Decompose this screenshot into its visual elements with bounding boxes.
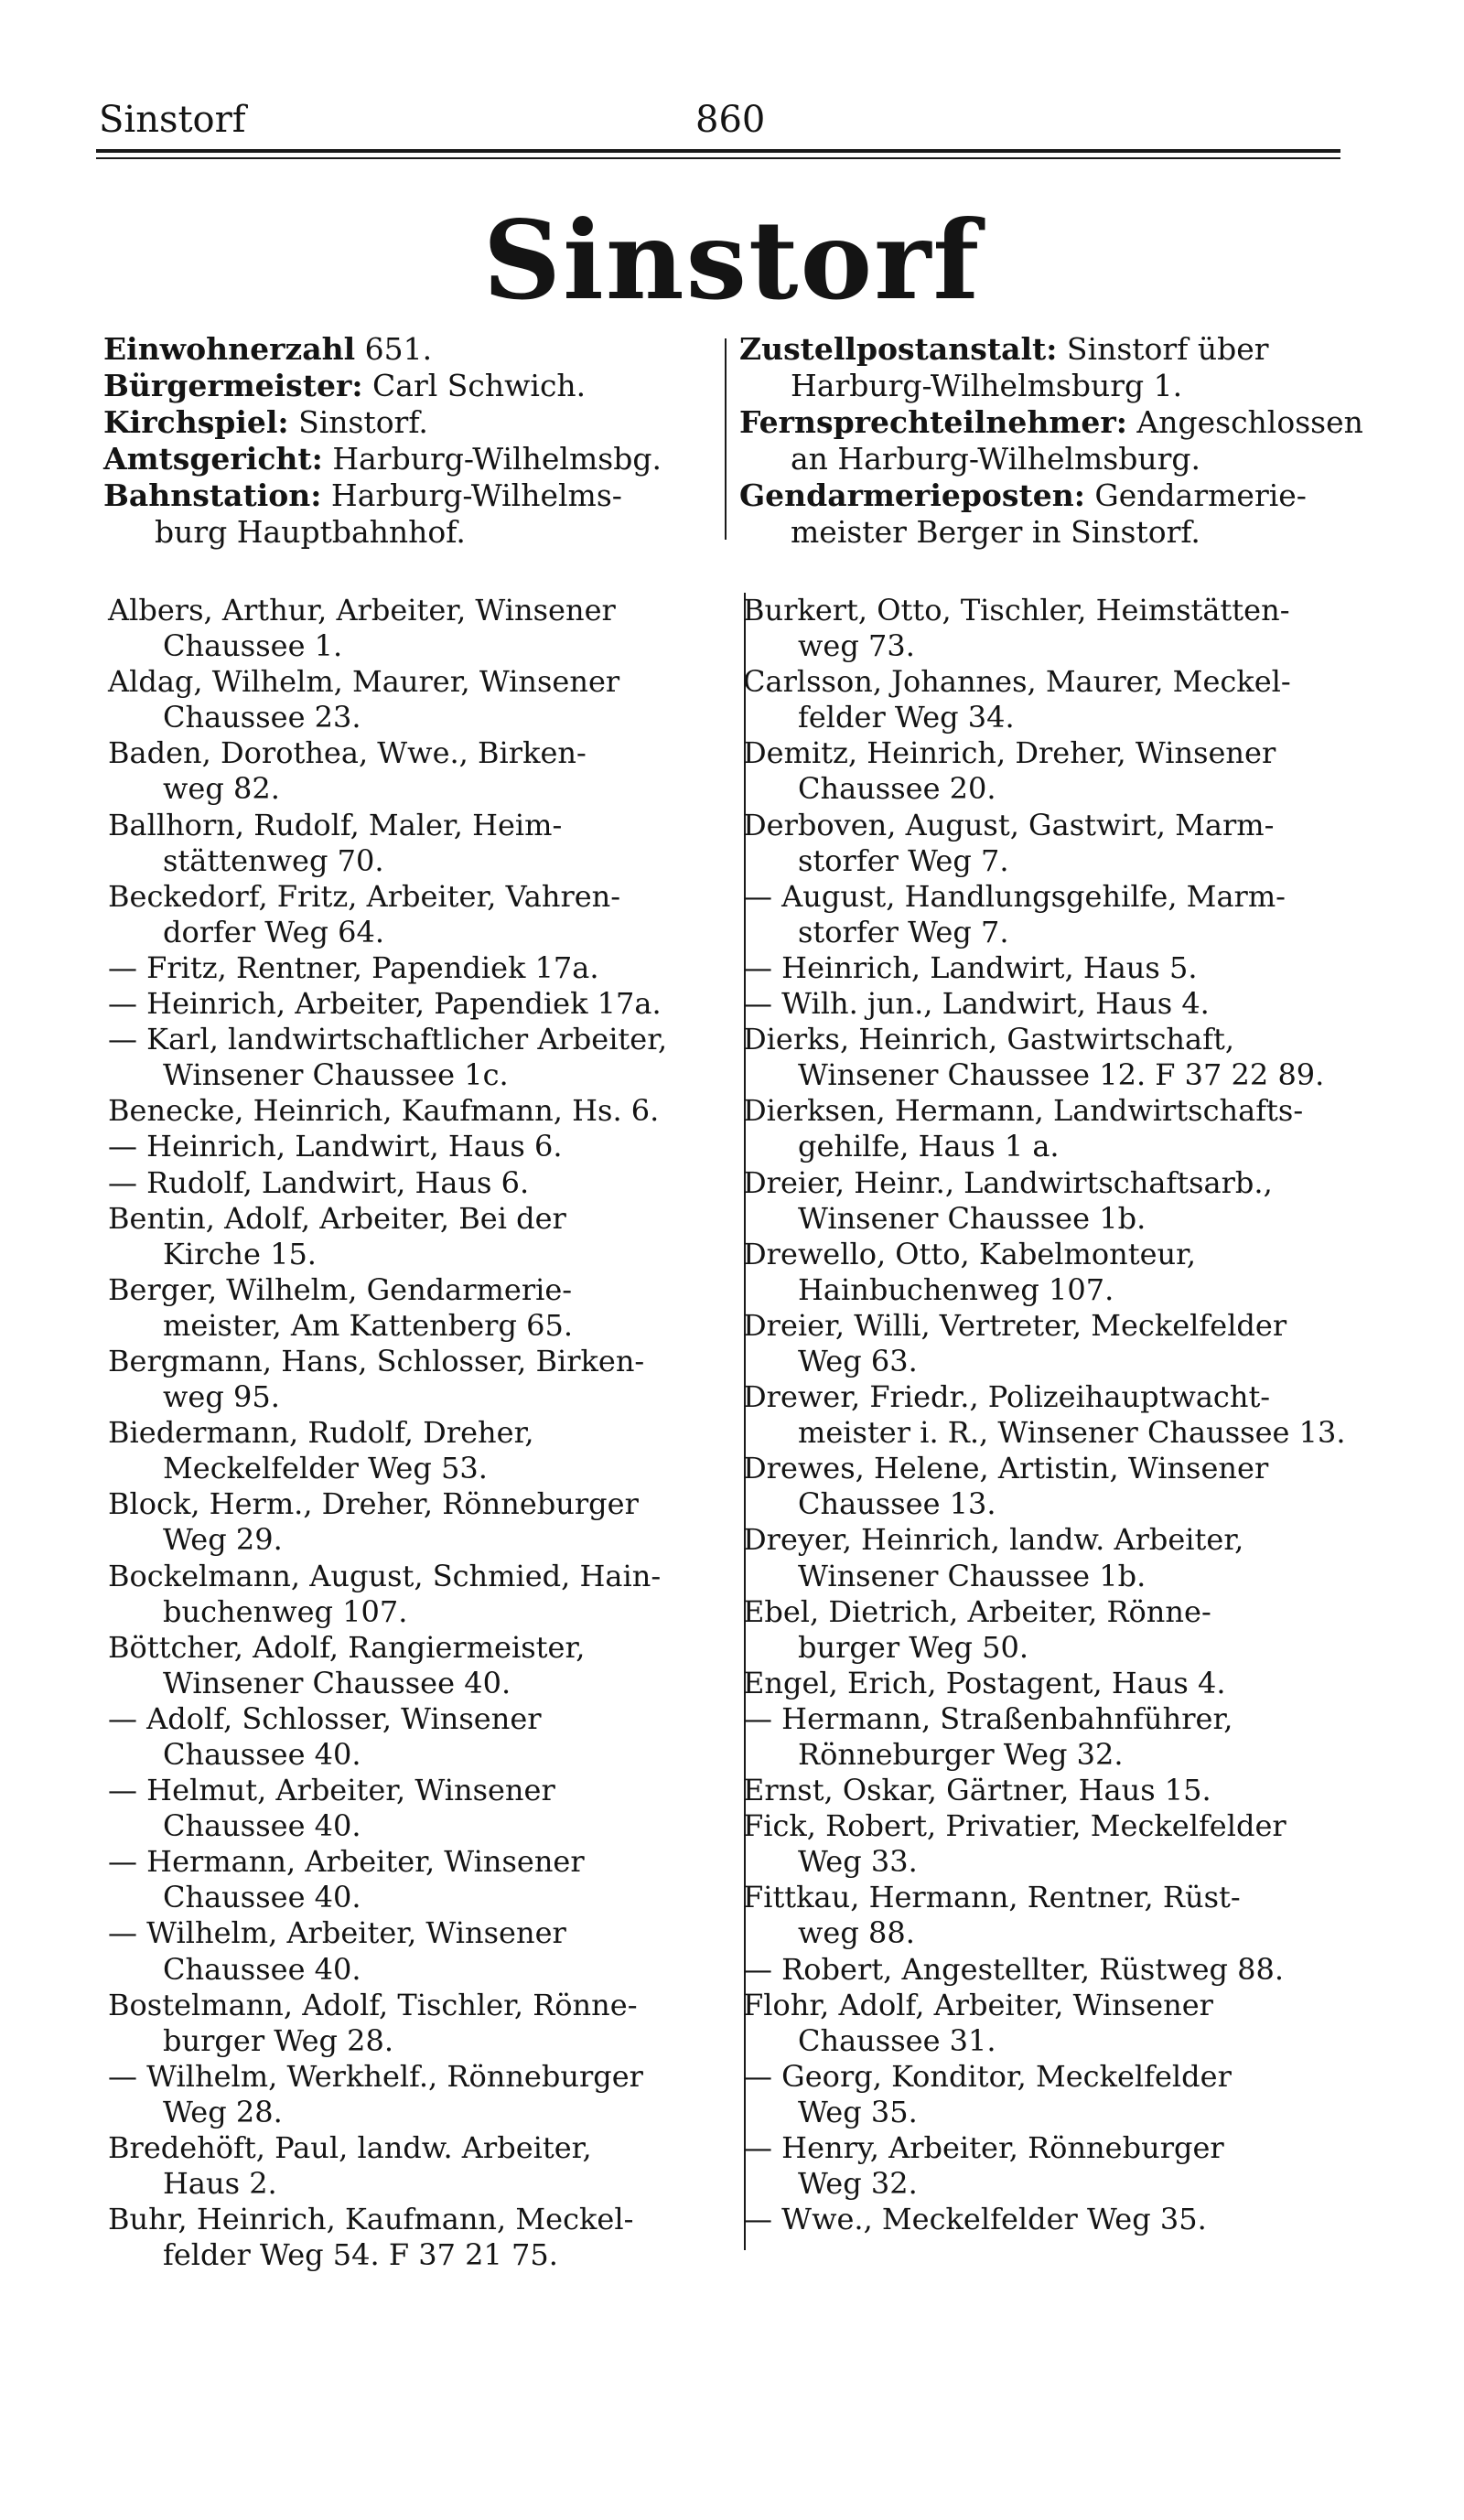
entry-line: Ebel, Dietrich, Arbeiter, Rönne- [743, 1593, 1211, 1629]
info-column-divider [725, 338, 727, 540]
entry-line: — Wilhelm, Werkhelf., Rönneburger [108, 2058, 643, 2094]
directory-entry [743, 1093, 1374, 1164]
entry-line: Carlsson, Johannes, Maurer, Meckel- [743, 664, 1291, 700]
directory-entry [743, 2130, 1374, 2202]
entry-continuation: Winsener Chaussee 40. [163, 1665, 511, 1700]
directory-entry [743, 1594, 1374, 1666]
entry-line: — Georg, Konditor, Meckelfelder [743, 2058, 1232, 2094]
entry-continuation: meister, Am Kattenberg 65. [163, 1307, 573, 1343]
directory-entry [743, 879, 1374, 950]
directory-entry [108, 1093, 739, 1129]
directory-entry [743, 664, 1374, 735]
entry-continuation: Winsener Chaussee 1c. [163, 1057, 509, 1093]
entry-line: Drewello, Otto, Kabelmonteur, [743, 1236, 1197, 1271]
entry-line: Beckedorf, Fritz, Arbeiter, Vahren- [108, 878, 621, 914]
entry-line: Burkert, Otto, Tischler, Heimstätten- [743, 593, 1290, 627]
entry-line: — Fritz, Rentner, Papendiek 17a. [108, 949, 599, 985]
info-line [739, 477, 1343, 514]
info-line [739, 404, 1363, 441]
directory-entry [108, 593, 739, 664]
entry-line: — Karl, landwirtschaftlicher Arbeiter, [108, 1022, 668, 1057]
entry-line: Flohr, Adolf, Arbeiter, Winsener [743, 1987, 1213, 2022]
directory-entry [108, 1201, 739, 1272]
entry-line: Engel, Erich, Postagent, Haus 4. [743, 1665, 1226, 1700]
entry-line: — Helmut, Arbeiter, Winsener [108, 1773, 555, 1808]
directory-entry [108, 950, 739, 986]
entry-line: Benecke, Heinrich, Kaufmann, Hs. 6. [108, 1093, 660, 1129]
entry-continuation: weg 73. [798, 628, 915, 664]
entry-continuation: burger Weg 28. [163, 2022, 394, 2058]
directory-entry [743, 808, 1374, 879]
directory-entry [743, 2202, 1374, 2237]
directory-entry [743, 1701, 1374, 1773]
directory-entry [108, 1988, 739, 2059]
entry-line: Dreier, Heinr., Landwirtschaftsarb., [743, 1164, 1273, 1200]
municipal-info-right [739, 331, 1363, 551]
entry-line: Biedermann, Rudolf, Dreher, [108, 1415, 534, 1451]
entry-line: — Hermann, Straßenbahnführer, [743, 1700, 1233, 1736]
entry-line: — August, Handlungsgehilfe, Marm- [743, 878, 1286, 914]
entry-continuation: Weg 35. [798, 2094, 918, 2129]
entry-line: Drewer, Friedr., Polizeihauptwacht- [743, 1379, 1271, 1415]
directory-entry [743, 1308, 1374, 1379]
entry-continuation: Winsener Chaussee 1b. [798, 1558, 1146, 1593]
running-header-place: Sinstorf [99, 99, 246, 141]
entry-continuation: dorfer Weg 64. [163, 914, 385, 949]
directory-entry [743, 1522, 1374, 1593]
info-value: Angeschlossen [1126, 404, 1363, 440]
info-line [739, 331, 1343, 368]
entry-line: — Heinrich, Arbeiter, Papendiek 17a. [108, 986, 662, 1022]
directory-entry [743, 1451, 1374, 1522]
entry-continuation: Chaussee 40. [163, 1737, 361, 1772]
directory-entry [108, 1915, 739, 1987]
info-label: Bürgermeister: [103, 368, 363, 403]
entry-continuation: weg 95. [163, 1379, 280, 1415]
entry-line: — Wilh. jun., Landwirt, Haus 4. [743, 986, 1210, 1022]
directory-entry [743, 735, 1374, 807]
entry-line: — Heinrich, Landwirt, Haus 6. [108, 1129, 563, 1164]
entry-continuation: weg 82. [163, 771, 280, 807]
directory-entry [743, 1773, 1374, 1808]
entry-continuation: Winsener Chaussee 12. F 37 22 89. [798, 1057, 1325, 1093]
entry-line: — Wilhelm, Arbeiter, Winsener [108, 1915, 566, 1951]
info-value: 651. [355, 331, 433, 367]
entry-continuation: Chaussee 1. [163, 628, 343, 664]
entry-continuation: Chaussee 40. [163, 1951, 361, 1987]
entry-line: — Rudolf, Landwirt, Haus 6. [108, 1164, 530, 1200]
directory-entry [108, 1344, 739, 1415]
entry-continuation: Chaussee 40. [163, 1808, 361, 1844]
entry-line: Böttcher, Adolf, Rangiermeister, [108, 1629, 586, 1665]
directory-entry [743, 986, 1374, 1022]
entry-line: Berger, Wilhelm, Gendarmerie- [108, 1271, 573, 1307]
info-value: Harburg-Wilhelmsbg. [322, 441, 662, 477]
entry-line: Drewes, Helene, Artistin, Winsener [743, 1451, 1269, 1486]
entry-continuation: burger Weg 50. [798, 1629, 1029, 1665]
entry-line: — Wwe., Meckelfelder Weg 35. [743, 2202, 1207, 2237]
directory-entry [108, 1129, 739, 1164]
directory-entry [743, 1666, 1374, 1701]
resident-list-right [743, 593, 1374, 2237]
entry-continuation: Weg 28. [163, 2094, 283, 2129]
directory-entry [743, 1988, 1374, 2059]
entry-line: Bockelmann, August, Schmied, Hain- [108, 1558, 662, 1593]
entry-line: Demitz, Heinrich, Dreher, Winsener [743, 735, 1276, 771]
directory-entry [108, 1415, 739, 1486]
entry-continuation: Weg 32. [798, 2166, 918, 2202]
municipal-info-left [103, 331, 707, 551]
info-value: Carl Schwich. [362, 368, 587, 403]
entry-continuation: buchenweg 107. [163, 1593, 408, 1629]
entry-line: Bredehöft, Paul, landw. Arbeiter, [108, 2130, 592, 2166]
directory-entry [108, 1844, 739, 1915]
directory-entry [108, 1773, 739, 1844]
directory-entry [108, 664, 739, 735]
entry-line: Ernst, Oskar, Gärtner, Haus 15. [743, 1773, 1211, 1808]
entry-continuation: Haus 2. [163, 2166, 277, 2202]
entry-line: Aldag, Wilhelm, Maurer, Winsener [108, 664, 620, 700]
entry-continuation: Meckelfelder Weg 53. [163, 1451, 488, 1486]
entry-line: — Robert, Angestellter, Rüstweg 88. [743, 1951, 1285, 1987]
entry-line: Dierksen, Hermann, Landwirtschafts- [743, 1093, 1304, 1129]
directory-entry [108, 1701, 739, 1773]
entry-line: Albers, Arthur, Arbeiter, Winsener [108, 593, 616, 627]
entry-line: Fick, Robert, Privatier, Meckelfelder [743, 1808, 1286, 1844]
directory-entry [743, 2059, 1374, 2130]
directory-entry [108, 1630, 739, 1701]
info-line [103, 441, 707, 477]
entry-line: Dreier, Willi, Vertreter, Meckelfelder [743, 1307, 1287, 1343]
info-label: Gendarmerieposten: [739, 477, 1085, 513]
entry-line: — Henry, Arbeiter, Rönneburger [743, 2130, 1224, 2166]
entry-line: — Heinrich, Landwirt, Haus 5. [743, 949, 1198, 985]
entry-continuation: Chaussee 31. [798, 2022, 996, 2058]
page-title: Sinstorf [482, 197, 982, 324]
directory-entry [743, 1379, 1374, 1451]
directory-entry [108, 879, 739, 950]
info-label: Amtsgericht: [103, 441, 323, 477]
directory-entry [108, 1486, 739, 1558]
resident-list-left [108, 593, 739, 2273]
directory-entry [108, 2202, 739, 2273]
directory-entry [743, 1808, 1374, 1880]
entry-continuation: felder Weg 34. [798, 700, 1015, 735]
entry-line: Fittkau, Hermann, Rentner, Rüst- [743, 1880, 1241, 1915]
entry-line: Bentin, Adolf, Arbeiter, Bei der [108, 1200, 566, 1236]
entry-continuation: stättenweg 70. [163, 842, 384, 878]
directory-entry [743, 1022, 1374, 1093]
info-line [103, 368, 707, 404]
entry-continuation: storfer Weg 7. [798, 914, 1009, 949]
info-continuation: burg Hauptbahnhof. [155, 514, 466, 550]
entry-line: — Hermann, Arbeiter, Winsener [108, 1844, 585, 1880]
info-label: Fernsprechteilnehmer: [739, 404, 1127, 440]
entry-line: Dreyer, Heinrich, landw. Arbeiter, [743, 1522, 1244, 1558]
directory-entry [743, 593, 1374, 664]
directory-entry [108, 808, 739, 879]
info-continuation: an Harburg-Wilhelmsburg. [791, 441, 1201, 477]
info-continuation: Harburg-Wilhelmsburg 1. [791, 368, 1183, 403]
entry-line: Buhr, Heinrich, Kaufmann, Meckel- [108, 2202, 634, 2237]
directory-entry [743, 1165, 1374, 1237]
entry-line: Bostelmann, Adolf, Tischler, Rönne- [108, 1987, 638, 2022]
entry-continuation: Chaussee 40. [163, 1880, 361, 1915]
info-label: Einwohnerzahl [103, 331, 356, 367]
info-label: Kirchspiel: [103, 404, 289, 440]
entry-continuation: meister i. R., Winsener Chaussee 13. [798, 1415, 1346, 1451]
info-value: Sinstorf über [1057, 331, 1269, 367]
entry-line: Ballhorn, Rudolf, Maler, Heim- [108, 807, 563, 842]
entry-continuation: Chaussee 20. [798, 771, 996, 807]
info-line [103, 331, 707, 368]
entry-continuation: Chaussee 13. [798, 1486, 996, 1522]
page-number: 860 [695, 99, 766, 141]
entry-continuation: Winsener Chaussee 1b. [798, 1200, 1146, 1236]
directory-entry [108, 1022, 739, 1093]
entry-line: Baden, Dorothea, Wwe., Birken- [108, 735, 587, 771]
info-value: Harburg-Wilhelms- [321, 477, 622, 513]
entry-continuation: Weg 33. [798, 1844, 918, 1880]
directory-entry [108, 1165, 739, 1201]
entry-line: — Adolf, Schlosser, Winsener [108, 1700, 542, 1736]
entry-continuation: storfer Weg 7. [798, 842, 1009, 878]
directory-entry [743, 1880, 1374, 1951]
directory-entry [108, 1559, 739, 1630]
header-rule-thin [96, 157, 1340, 159]
directory-entry [743, 950, 1374, 986]
directory-entry [108, 735, 739, 807]
entry-continuation: felder Weg 54. F 37 21 75. [163, 2237, 558, 2273]
entry-continuation: Hainbuchenweg 107. [798, 1271, 1114, 1307]
directory-entry [108, 986, 739, 1022]
directory-entry [743, 1237, 1374, 1308]
entry-line: Block, Herm., Dreher, Rönneburger [108, 1486, 639, 1522]
entry-line: Dierks, Heinrich, Gastwirtschaft, [743, 1022, 1234, 1057]
entry-line: Derboven, August, Gastwirt, Marm- [743, 807, 1275, 842]
info-line [103, 477, 707, 514]
entry-line: Bergmann, Hans, Schlosser, Birken- [108, 1343, 645, 1378]
info-label: Zustellpostanstalt: [739, 331, 1058, 367]
entry-continuation: Rönneburger Weg 32. [798, 1737, 1124, 1772]
directory-entry [108, 1272, 739, 1344]
header-rule-thick [96, 149, 1340, 153]
info-continuation: meister Berger in Sinstorf. [791, 514, 1200, 550]
entry-continuation: Weg 29. [163, 1522, 283, 1558]
entry-continuation: weg 88. [798, 1915, 915, 1951]
info-value: Sinstorf. [288, 404, 428, 440]
info-label: Bahnstation: [103, 477, 322, 513]
info-line [103, 404, 707, 441]
entry-continuation: gehilfe, Haus 1 a. [798, 1129, 1060, 1164]
directory-entry [743, 1952, 1374, 1988]
entry-continuation: Kirche 15. [163, 1236, 317, 1271]
entry-continuation: Weg 63. [798, 1343, 918, 1378]
directory-entry [108, 2059, 739, 2130]
info-value: Gendarmerie- [1084, 477, 1307, 513]
directory-entry [108, 2130, 739, 2202]
entry-continuation: Chaussee 23. [163, 700, 361, 735]
